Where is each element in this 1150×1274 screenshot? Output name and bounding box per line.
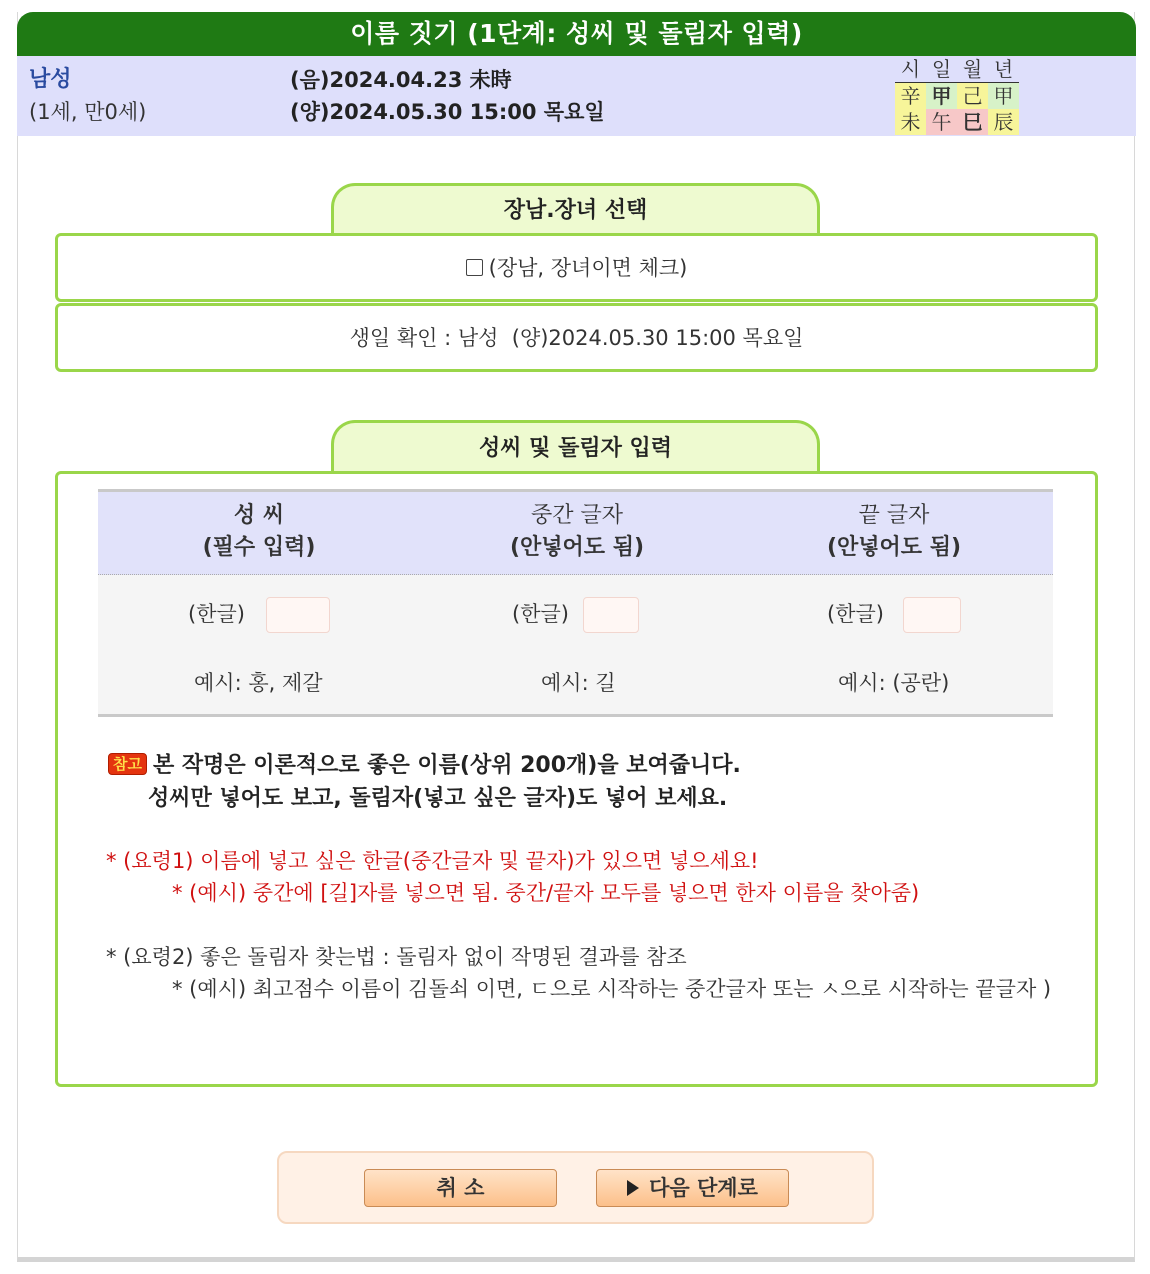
pillar-label-hour: 시 xyxy=(895,56,926,83)
age-label: (1세, 만0세) xyxy=(29,100,147,124)
last-char-field-label: (한글) xyxy=(827,602,884,626)
tip2-example-text: * (예시) 최고점수 이름이 김돌쇠 이면, ㄷ으로 시작하는 중간글자 또는 ㅅ으로 시작하는 끝글자 ) xyxy=(172,977,1052,1001)
column-header-last xyxy=(735,500,1053,564)
gender-label: 남성 xyxy=(29,67,72,92)
tip1-text: * (요령1) 이름에 넣고 싶은 한글(중간글자 및 끝자)가 있으면 넣으세요! xyxy=(106,849,759,873)
column-header-middle-title: 중간 글자 xyxy=(530,503,623,528)
middle-char-input[interactable] xyxy=(583,597,639,633)
pillar-stem-day: 甲 xyxy=(926,83,957,109)
tab-surname-input: 성씨 및 돌림자 입력 xyxy=(331,420,820,474)
last-char-input[interactable] xyxy=(903,597,961,633)
firstborn-box xyxy=(55,233,1098,302)
pillar-stem-month: 己 xyxy=(957,83,988,109)
birth-confirm-text: 생일 확인 : 남성 (양)2024.05.30 15:00 목요일 xyxy=(349,326,804,350)
note-badge: 참고 xyxy=(108,753,147,775)
pillar-branch-day: 午 xyxy=(926,109,957,135)
button-bar xyxy=(277,1151,874,1224)
tip2-text: * (요령2) 좋은 돌림자 찾는법 : 돌림자 없이 작명된 결과를 참조 xyxy=(106,945,687,969)
lunar-date: (음)2024.04.23 未時 xyxy=(290,68,512,92)
four-pillars-table xyxy=(895,56,1019,135)
firstborn-checkbox-row[interactable] xyxy=(58,236,1095,300)
solar-date: (양)2024.05.30 15:00 목요일 xyxy=(290,100,605,124)
play-icon xyxy=(627,1180,639,1196)
birth-confirm-box xyxy=(55,303,1098,372)
pillar-label-day: 일 xyxy=(926,56,957,83)
tab-firstborn: 장남.장녀 선택 xyxy=(331,183,820,236)
note-main-line1 xyxy=(108,748,741,779)
firstborn-checkbox-label: (장남, 장녀이면 체크) xyxy=(488,256,688,280)
middle-char-example: 예시: 길 xyxy=(541,671,616,695)
pillar-label-year: 년 xyxy=(988,56,1019,83)
pillar-branch-month: 巳 xyxy=(957,109,988,135)
name-input-table xyxy=(98,489,1053,717)
column-header-surname xyxy=(100,500,418,564)
column-header-middle xyxy=(418,500,736,564)
next-step-button[interactable] xyxy=(596,1169,789,1207)
column-header-last-title: 끝 글자 xyxy=(858,503,930,528)
page-title: 이름 짓기 (1단계: 성씨 및 돌림자 입력) xyxy=(17,12,1136,56)
pillar-stem-hour: 辛 xyxy=(895,83,926,109)
surname-field-label: (한글) xyxy=(188,602,245,626)
surname-example: 예시: 홍, 제갈 xyxy=(194,671,323,695)
pillar-branch-hour: 未 xyxy=(895,109,926,135)
middle-char-field-label: (한글) xyxy=(512,602,569,626)
note-main-text1: 본 작명은 이론적으로 좋은 이름(상위 200개)을 보여줍니다. xyxy=(152,753,741,778)
pillar-label-month: 월 xyxy=(957,56,988,83)
column-header-surname-note: (필수 입력) xyxy=(202,535,316,560)
firstborn-checkbox[interactable] xyxy=(466,259,483,276)
pillar-stem-year: 甲 xyxy=(988,83,1019,109)
next-step-label: 다음 단계로 xyxy=(649,1176,758,1200)
column-header-surname-title: 성 씨 xyxy=(233,503,285,528)
column-header-last-note: (안넣어도 됨) xyxy=(826,535,962,560)
note-main-line2: 성씨만 넣어도 보고, 돌림자(넣고 싶은 글자)도 넣어 보세요. xyxy=(148,786,728,811)
name-input-table-header xyxy=(98,492,1053,575)
pillar-branch-year: 辰 xyxy=(988,109,1019,135)
birth-info-bar xyxy=(17,56,1136,136)
column-header-middle-note: (안넣어도 됨) xyxy=(509,535,645,560)
cancel-button[interactable]: 취 소 xyxy=(364,1169,557,1207)
last-char-example: 예시: (공란) xyxy=(838,671,950,695)
tip2-example xyxy=(106,973,1056,1005)
tip1-example: * (예시) 중간에 [길]자를 넣으면 됨. 중간/끝자 모두를 넣으면 한자 이름을 찾아줌) xyxy=(172,881,920,905)
surname-input[interactable] xyxy=(266,597,330,633)
